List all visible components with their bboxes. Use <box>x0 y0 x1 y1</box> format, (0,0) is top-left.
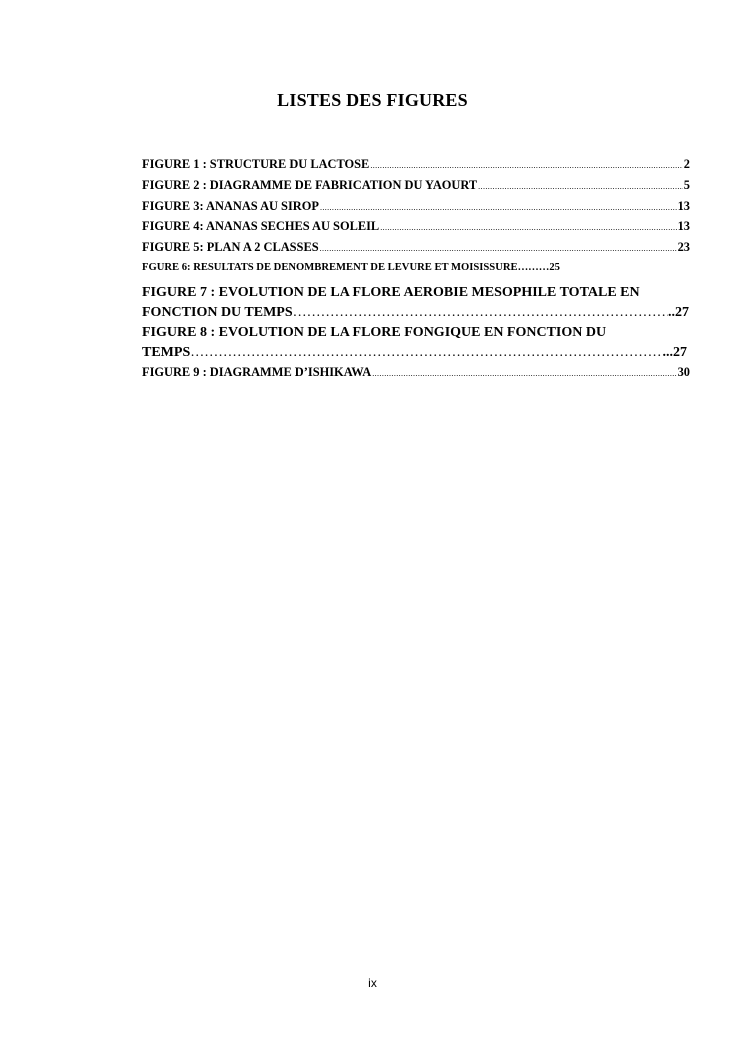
toc-entry-page: 23 <box>677 240 690 255</box>
toc-entry-page: 13 <box>677 198 690 213</box>
dot-leader <box>320 199 677 218</box>
toc-entry-label-line1: FIGURE 7 : EVOLUTION DE LA FLORE AEROBIE MESOPHILE TOTALE EN <box>142 284 640 300</box>
toc-entry-page: 5 <box>683 177 690 192</box>
toc-entry-label: FIGURE 4: ANANAS SECHES AU SOLEIL <box>142 219 380 234</box>
page-title: LISTES DES FIGURES <box>277 90 468 110</box>
dot-leader <box>320 240 677 259</box>
toc-entry[interactable] <box>142 363 690 384</box>
toc-entry-label-line2: FONCTION DU TEMPS <box>142 304 293 320</box>
toc-entry-page: 2 <box>683 157 690 171</box>
dot-leader <box>370 157 682 176</box>
dot-leader <box>478 178 683 197</box>
ellipsis-leader <box>190 343 662 363</box>
toc-entry-multiline[interactable] <box>142 283 690 323</box>
toc-entry-label-line1: FIGURE 8 : EVOLUTION DE LA FLORE FONGIQUE EN FONCTION DU <box>142 324 607 340</box>
toc-entry-page: 25 <box>549 261 560 273</box>
dot-leader <box>380 219 676 238</box>
toc-entry[interactable] <box>142 259 690 277</box>
toc-entry-page: 30 <box>677 364 690 379</box>
toc-entry-page: 13 <box>677 219 690 234</box>
toc-entry[interactable] <box>142 197 690 218</box>
dot-leader <box>372 365 676 384</box>
toc-entry-label: FGURE 6: RESULTATS DE DENOMBREMENT DE LEVURE ET MOISISSURE……… <box>142 261 550 273</box>
toc-entry-page: ...27 <box>662 344 687 360</box>
toc-entry[interactable] <box>142 176 690 197</box>
ellipsis-leader <box>293 303 668 323</box>
toc-entry-label: FIGURE 1 : STRUCTURE DU LACTOSE <box>142 157 370 171</box>
toc-entry-label: FIGURE 3: ANANAS AU SIROP <box>142 198 319 213</box>
toc-entry-label-line2: TEMPS <box>142 344 191 360</box>
toc-entry-page: ..27 <box>668 304 689 320</box>
toc-entry-label: FIGURE 2 : DIAGRAMME DE FABRICATION DU YAOURT <box>142 177 478 192</box>
toc-entry[interactable] <box>142 217 690 238</box>
toc-entry-multiline[interactable] <box>142 323 690 363</box>
toc-entry-label: FIGURE 9 : DIAGRAMME D’ISHIKAWA <box>142 364 372 379</box>
figure-list <box>142 155 690 384</box>
page-number: ix <box>368 976 377 990</box>
toc-entry[interactable] <box>142 155 690 176</box>
toc-entry-label: FIGURE 5: PLAN A 2 CLASSES <box>142 240 319 255</box>
toc-entry[interactable] <box>142 238 690 259</box>
